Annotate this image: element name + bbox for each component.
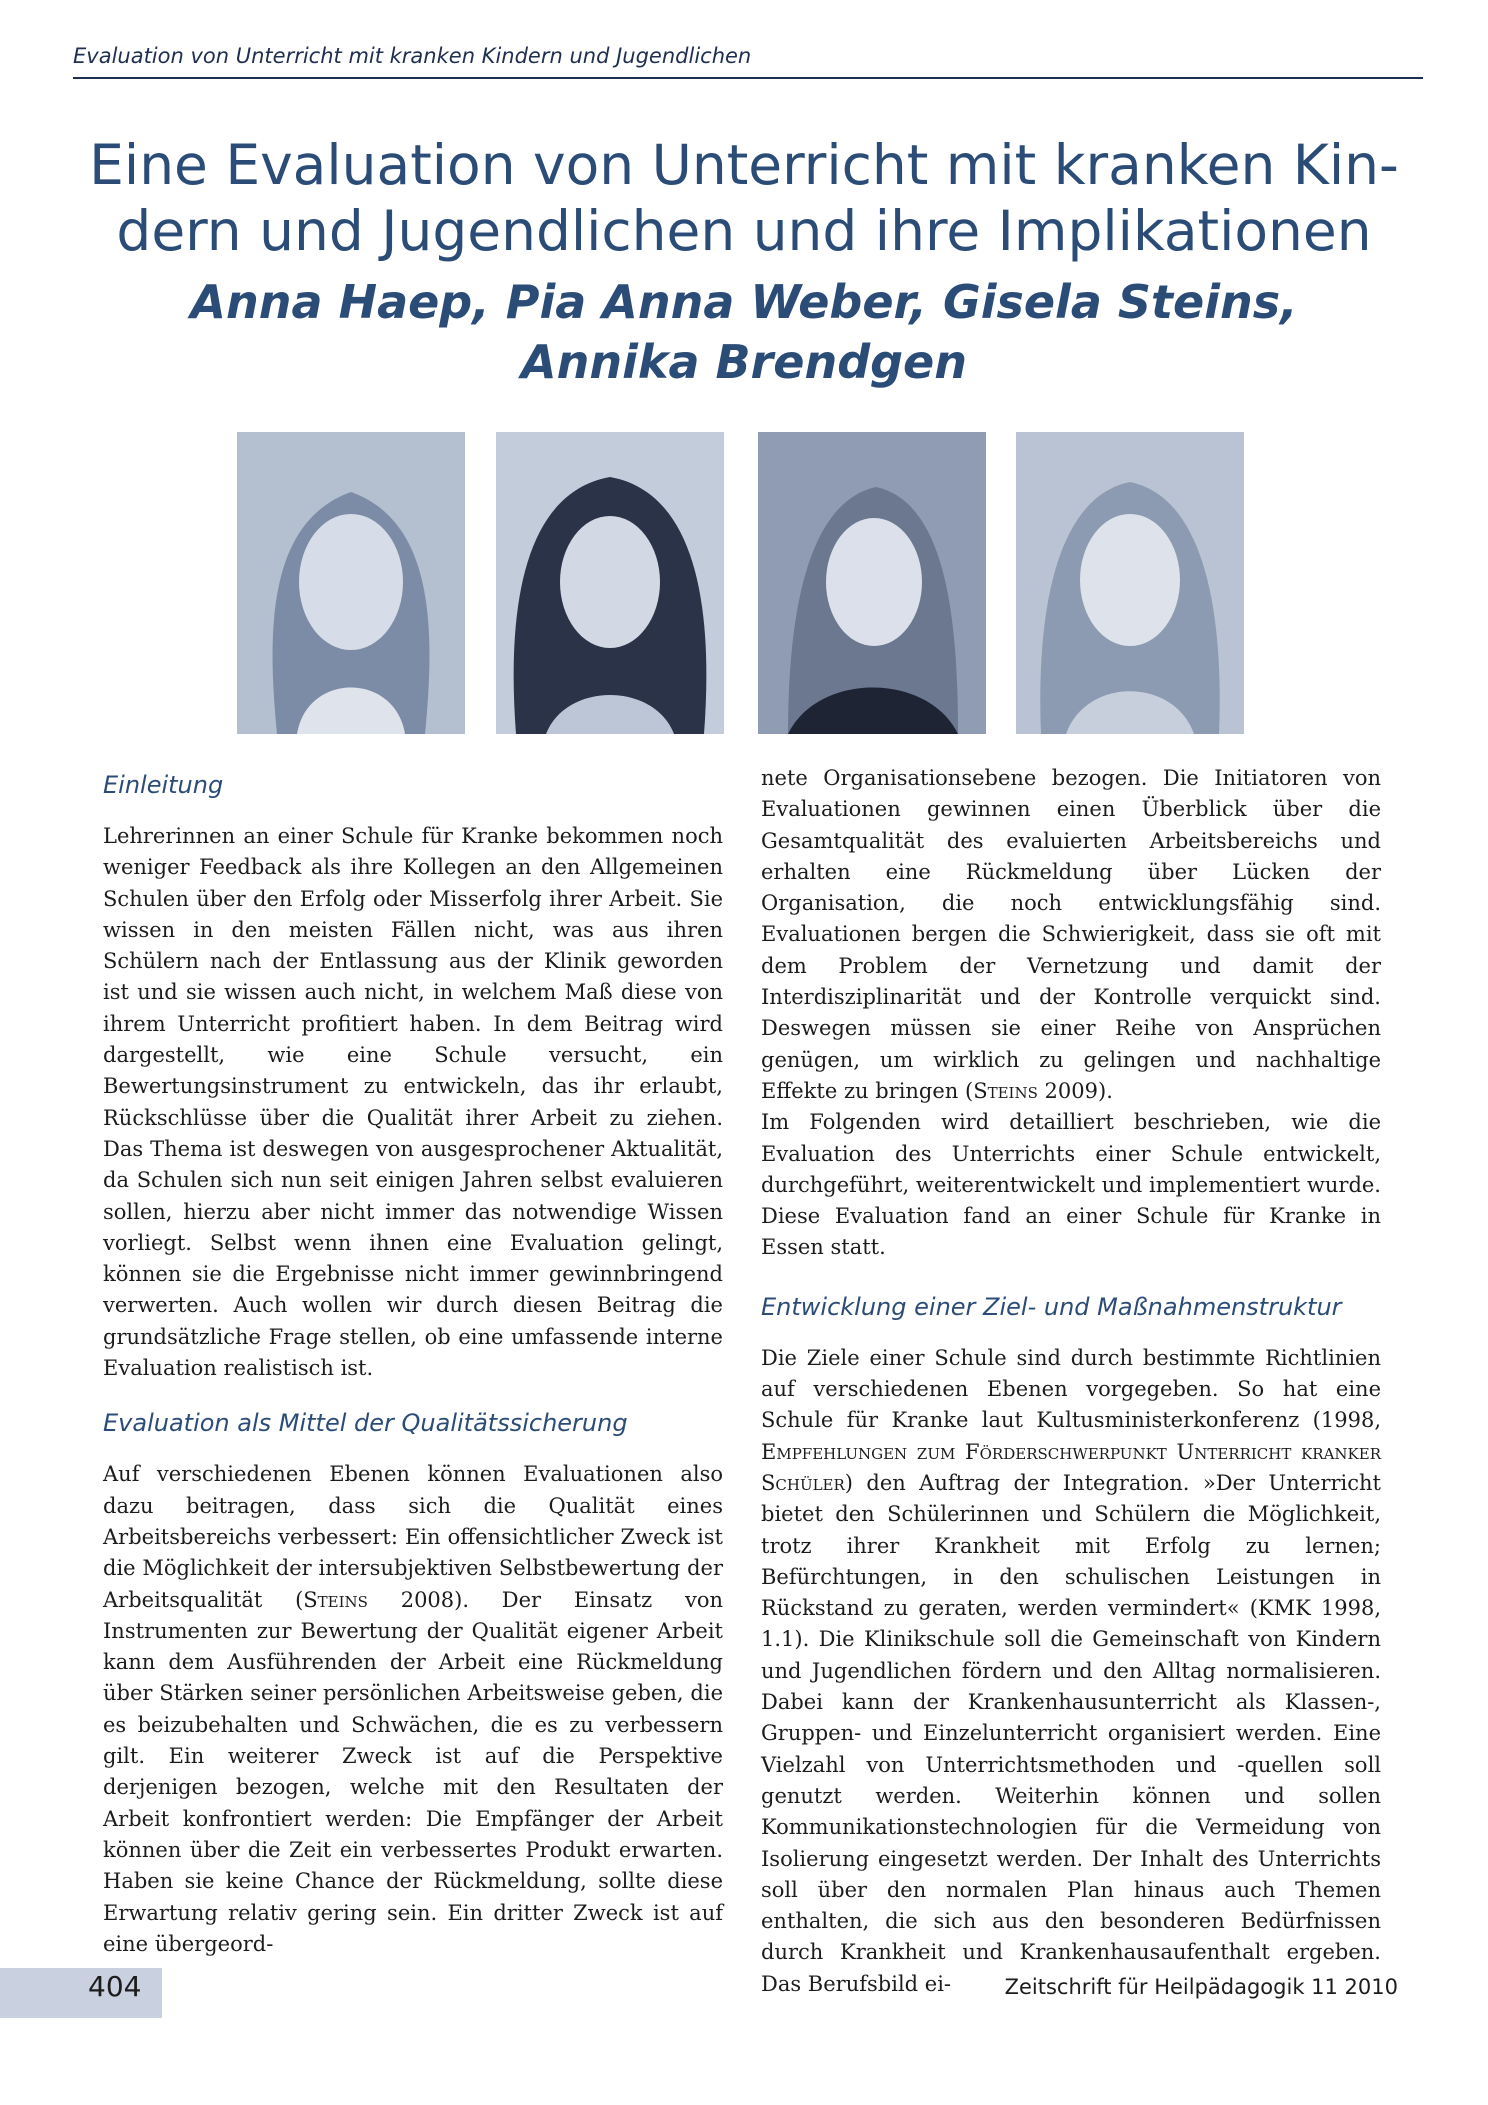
section-heading-zielstruktur: Entwicklung einer Ziel- und Maßnahmenstruktur: [761, 1292, 1342, 1321]
section-heading-einleitung: Einleitung: [103, 771, 224, 799]
paragraph-text: ) den Auftrag der Integration. »Der Unterricht bietet den Schülerinnen und Schülern die Möglichkeit, trotz ihrer Krankheit mit Erfolg zu lernen; Befürchtungen, in den schulischen Leistungen in Rückstand zu geraten, werden vermindert« (KMK 1998, 1.1). Die Klinikschule soll die Gemeinschaft von Kindern und Jugendlichen fördern und den Alltag normalisieren. Dabei kann der Krankenhausunterricht als Klassen-, Gruppen- und Einzelunterricht organisiert werden. Eine Vielzahl von Unterrichtsmethoden und -quellen soll genutzt werden. Weiterhin können und sollen Kommunikationstechnologien für die Vermeidung von Isolierung eingesetzt werden. Der Inhalt des Unterrichts soll über den normalen Plan hinaus auch Themen enthalten, die sich aus den besonderen Bedürfnissen durch Krankheit und Krankenhausaufenthalt ergeben. Das Berufsbild ei-: [761, 1470, 1381, 1996]
citation: Empfehlungen zum Förderschwerpunkt Unterricht kranker Schüler: [761, 1439, 1381, 1495]
paragraph-organisationsebene: [761, 763, 1381, 1107]
author-photo-2: [496, 432, 724, 734]
paragraph-qualitaetssicherung: [103, 1459, 723, 1960]
article-title: [60, 132, 1428, 264]
author-photo-1: [237, 432, 465, 734]
title-line-2: dern und Jugendlichen und ihre Implikationen: [116, 199, 1372, 263]
paragraph-text: nete Organisationsebene bezogen. Die Initiatoren von Evaluationen gewinnen einen Überblick über die Gesamtqualität des evaluierten Arbeitsbereichs und erhalten eine Rückmeldung über Lücken der Organisation, die noch entwicklungsfähig sind. Evaluationen bergen die Schwierigkeit, dass sie oft mit dem Problem der Vernetzung und damit der Interdisziplinarität und der Kontrolle verquickt sind. Deswegen müssen sie einer Reihe von Ansprüchen genügen, um wirklich zu gelingen und nachhaltige Effekte zu bringen (: [761, 766, 1381, 1103]
citation: Steins 2009: [973, 1078, 1098, 1103]
authors-line-2: Annika Brendgen: [520, 335, 967, 389]
left-column: [103, 770, 723, 1960]
article-authors: [60, 272, 1428, 392]
authors-line-1: Anna Haep, Pia Anna Weber, Gisela Steins,: [190, 275, 1298, 329]
author-photo-4: [1016, 432, 1244, 734]
right-column: [761, 763, 1381, 2000]
author-photo-3: [758, 432, 986, 734]
citation: Steins 2008: [303, 1587, 455, 1612]
paragraph-zielstruktur: [761, 1343, 1381, 2000]
paragraph-text: ). Der Einsatz von Instrumenten zur Bewertung der Qualität eigener Arbeit kann dem Ausführenden der Arbeit eine Rückmeldung über Stärken seiner persönlichen Arbeitsweise geben, die es beizubehalten und Schwächen, die es zu verbessern gilt. Ein weiterer Zweck ist auf die Perspektive derjenigen bezogen, welche mit den Resultaten der Arbeit konfrontiert werden: Die Empfänger der Arbeit können über die Zeit ein verbessertes Produkt erwarten. Haben sie keine Chance der Rückmeldung, sollte diese Erwartung relativ gering sein. Ein dritter Zweck ist auf eine übergeord-: [103, 1587, 723, 1956]
page-number: 404: [88, 1970, 142, 2003]
paragraph-text: Die Ziele einer Schule sind durch bestimmte Richtlinien auf verschiedenen Ebenen vorgegeben. So hat eine Schule für Kranke laut Kultusministerkonferenz (1998,: [761, 1345, 1381, 1433]
running-head: Evaluation von Unterricht mit kranken Kindern und Jugendlichen: [73, 44, 752, 68]
header-rule: [73, 77, 1423, 79]
paragraph-einleitung: Lehrerinnen an einer Schule für Kranke bekommen noch weniger Feedback als ihre Kollegen an den Allgemeinen Schulen über den Erfolg oder Misserfolg ihrer Arbeit. Sie wissen in den meisten Fällen nicht, was aus ihren Schülern nach der Entlassung aus der Klinik geworden ist und sie wissen auch nicht, in welchem Maß diese von ihrem Unterricht profitiert haben. In dem Beitrag wird dargestellt, wie eine Schule versucht, ein Bewertungsinstrument zu entwickeln, das ihr erlaubt, Rückschlüsse über die Qualität ihrer Arbeit zu ziehen. Das Thema ist deswegen von ausgesprochener Aktualität, da Schulen sich nun seit einigen Jahren selbst evaluieren sollen, hierzu aber nicht immer das notwendige Wissen vorliegt. Selbst wenn ihnen eine Evaluation gelingt, können sie die Ergebnisse nicht immer gewinnbringend verwerten. Auch wollen wir durch diesen Beitrag die grundsätzliche Frage stellen, ob eine umfassende interne Evaluation realistisch ist.: [103, 824, 723, 1381]
journal-footer: Zeitschrift für Heilpädagogik 11 2010: [1004, 1975, 1398, 1999]
paragraph-text: Auf verschiedenen Ebenen können Evaluationen also dazu beitragen, dass sich die Qualität eines Arbeitsbereichs verbessert: Ein offensichtlicher Zweck ist die Möglichkeit der intersubjektiven Selbstbewertung der Arbeitsqualität (: [103, 1462, 723, 1612]
section-heading-qualitaetssicherung: Evaluation als Mittel der Qualitätssicherung: [103, 1409, 628, 1438]
paragraph-folgenden: Im Folgenden wird detailliert beschrieben, wie die Evaluation des Unterrichts einer Schule entwickelt, durchgeführt, weiterentwickelt und implementiert wurde. Diese Evaluation fand an einer Schule für Kranke in Essen statt.: [761, 1110, 1381, 1260]
title-line-1: Eine Evaluation von Unterricht mit kranken Kin-: [89, 133, 1399, 197]
paragraph-text: ).: [1098, 1078, 1113, 1103]
